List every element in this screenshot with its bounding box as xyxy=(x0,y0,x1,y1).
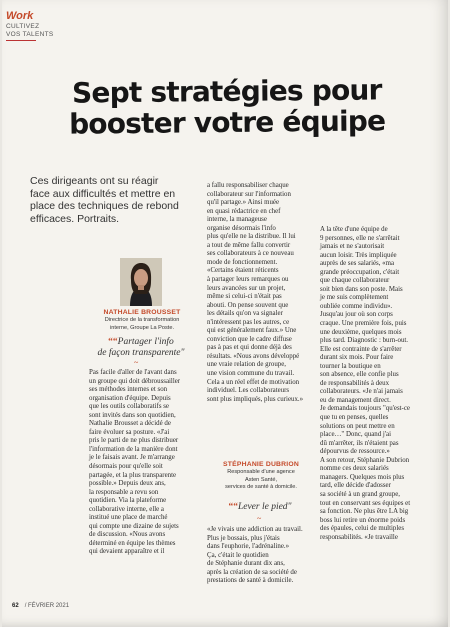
body-line: tourner la boutique en xyxy=(320,362,381,370)
body-line: nomme ces deux salariés xyxy=(320,465,389,473)
body-line: que chaque collaborateur xyxy=(320,277,390,285)
body-line: pris le parti de ne plus distribuer xyxy=(89,437,179,445)
body-line: faire évoluer sa posture. «J'ai xyxy=(89,428,170,436)
body-line: sont invités dans son quotidien, xyxy=(89,411,176,419)
body-line: la responsable a revu son xyxy=(89,488,159,496)
body-line: déterminé en équipe les thèmes xyxy=(89,539,176,547)
body-line: pas à pas et qui donne déjà des xyxy=(207,344,292,352)
body-line: durant six mois. Pour faire xyxy=(320,354,394,362)
person2-name: STÉPHANIE DUBRION xyxy=(223,461,299,468)
body-line: sa fonction. Ne plus être LA big xyxy=(320,508,409,516)
body-line: «Certains étaient réticents xyxy=(207,267,279,275)
body-line: Ça, c'était le quotidien xyxy=(207,551,269,559)
body-line: quotidien. Via la plateforme xyxy=(89,497,167,505)
section-rule xyxy=(6,40,36,41)
body-line: partagée, et la plus transparente xyxy=(89,471,177,479)
body-line: de responsabilités à deux xyxy=(320,379,390,387)
body-line: place…" Donc, quand j'ai xyxy=(320,431,392,439)
body-line: solutions on peut mettre en xyxy=(320,422,395,430)
person2-quote: Lever le pied" xyxy=(237,502,292,512)
body-line: de discussion. «Nous avons xyxy=(89,531,166,539)
body-line: une deuxième, quelques mois xyxy=(320,328,402,336)
body-line: A la tête d'une équipe de xyxy=(320,226,388,233)
body-line: une vision commune du travail. xyxy=(207,370,295,378)
body-line: n'intéressent pas les autres, ce xyxy=(207,318,290,326)
person1-role-line1: Directrice de la transformation xyxy=(104,317,180,323)
body-line: grande préoccupation, c'était xyxy=(320,268,400,276)
body-line: même si celui-ci n'était pas xyxy=(207,293,282,301)
body-line: possible.» Depuis deux ans, xyxy=(89,480,166,488)
issue-date: / FÉVRIER 2021 xyxy=(24,603,70,609)
body-line: à partager leurs remarques ou xyxy=(207,276,289,284)
body-line: que tu en penses, quelles xyxy=(320,414,389,422)
body-line: l'information de la manière dont xyxy=(89,445,178,453)
person1-quote-line2: de façon transparente" xyxy=(97,347,185,358)
person2-role-line3: services de santé à domicile. xyxy=(225,484,297,490)
column-2-bottom xyxy=(207,526,315,586)
body-line: tard, elle décide d'adosser xyxy=(320,482,391,490)
body-line: en quasi rédactrice en chef xyxy=(207,207,281,215)
column-1 xyxy=(89,369,199,557)
column-3 xyxy=(320,226,430,542)
body-line: dû m'arrêter, ils n'étaient pas xyxy=(320,439,399,447)
person1-pullquote xyxy=(76,337,206,358)
body-line: jamais et ne s'autorisait xyxy=(320,243,385,251)
person2-caption xyxy=(202,461,320,491)
body-line: aucun loisir. Très impliquée xyxy=(320,251,397,259)
person2-pullquote xyxy=(207,502,313,513)
person2-role-line1: Responsable d'une agence xyxy=(227,469,295,475)
body-line: dépourvus de ressource.» xyxy=(320,448,390,456)
body-line: eu de management direct. xyxy=(320,396,391,404)
portrait-illustration xyxy=(120,258,162,306)
person1-quote-line1: Partager l'info xyxy=(117,337,174,347)
body-line: collaborateurs. «Je n'ai jamais xyxy=(320,388,403,396)
body-line: auprès de ses salariés, «ma xyxy=(320,260,395,268)
body-line: Pas facile d'aller de l'avant dans xyxy=(89,369,177,376)
body-line: une vraie relation de groupe, xyxy=(207,361,287,369)
body-line: soit bien dans son poste. Mais xyxy=(320,285,403,293)
divider-squiggle-icon: ~ xyxy=(257,514,262,523)
body-line: individuel. Les collaborateurs xyxy=(207,387,290,395)
body-line: managers. Quelques mois plus xyxy=(320,473,405,481)
body-line: des épaules, celui de multiples xyxy=(320,525,405,533)
body-line: mode de fonctionnement. xyxy=(207,258,278,266)
body-line: ses méthodes internes et son xyxy=(89,386,168,394)
body-line: ses collaborateurs à ce nouveau xyxy=(207,250,294,258)
body-line: sa société à un grand groupe, xyxy=(320,490,400,498)
body-line: Je demandais toujours "qu'est-ce xyxy=(320,405,410,413)
quote-mark-icon: ““ xyxy=(108,337,118,347)
body-line: boss lui retire un énorme poids xyxy=(320,516,406,524)
body-line: de Stéphanie durant dix ans, xyxy=(207,560,285,568)
column-2-top xyxy=(207,182,313,404)
body-line: je me suis complètement xyxy=(320,294,389,302)
body-line: Elle est contrainte de s'arrêter xyxy=(320,345,402,353)
person1-caption xyxy=(82,309,202,331)
headline-line2: booster votre équipe xyxy=(68,104,386,141)
page-footer xyxy=(12,603,69,609)
body-line: Plus je bossais, plus j'étais xyxy=(207,534,280,542)
body-line: sont plus impliqués, plus curieux.» xyxy=(207,395,304,403)
section-header xyxy=(6,10,54,41)
body-line: tout en conservant ses équipes et xyxy=(320,499,411,507)
deck-text: Ces dirigeants ont su réagir face aux difficultés et mettre en place des techniques de rebond efficaces. Portraits. xyxy=(30,175,179,225)
body-line: A son retour, Stéphanie Dubrion xyxy=(320,456,410,464)
body-line: institué une place de marché xyxy=(89,514,168,522)
magazine-page xyxy=(2,0,448,627)
body-line: abouti. On pense souvent que xyxy=(207,301,289,309)
body-line: qui est généralement faux.» Une xyxy=(207,327,297,335)
section-name: Work xyxy=(6,10,34,22)
body-line: résultats. «Nous avons développé xyxy=(207,352,300,360)
body-line: interne, la manageuse xyxy=(207,216,267,224)
divider-squiggle-icon: ~ xyxy=(134,358,139,367)
person1-name: NATHALIE BROUSSET xyxy=(103,309,181,316)
headline xyxy=(32,74,423,140)
body-line: prestations de santé à domicile. xyxy=(207,577,294,585)
body-line: que les outils collaboratifs se xyxy=(89,403,169,411)
body-line: les détails qu'on va signaler xyxy=(207,310,283,318)
body-line: désormais pour qu'elle soit xyxy=(89,463,163,471)
person1-role-line2: interne, Groupe La Poste. xyxy=(109,324,175,331)
body-line: Nathalie Brousset a décidé de xyxy=(89,420,171,428)
body-line: je le faisais avant. Je m'arrange xyxy=(89,454,175,462)
body-line: son absence, elle confie plus xyxy=(320,371,399,379)
section-subtitle-line1: CULTIVEZ xyxy=(6,23,40,30)
body-line: qui devaient apparaître et il xyxy=(89,548,165,556)
quote-mark-icon: ““ xyxy=(228,502,238,512)
body-line: 9 personnes, elle ne s'arrêtait xyxy=(320,234,400,242)
headline-line1: Sept stratégies pour xyxy=(71,73,382,110)
portrait-photo xyxy=(120,258,162,306)
body-line: qu'il partage.» Ainsi muée xyxy=(207,199,280,207)
body-line: responsabilités. «Je travaille xyxy=(320,533,398,541)
body-line: un groupe qui doit débroussailler xyxy=(89,377,181,385)
body-line: organisation d'équipe. Depuis xyxy=(89,394,171,402)
body-line: conviction que le cadre diffuse xyxy=(207,335,292,343)
body-line: collaborative interne, elle a xyxy=(89,505,164,513)
body-line: Cela a un réel effet de motivation xyxy=(207,378,300,386)
section-subtitle-line2: VOS TALENTS xyxy=(6,31,54,38)
body-line: oubliée comme individu». xyxy=(320,302,393,310)
body-line: dans l'euphorie, l'adrénaline.» xyxy=(207,543,290,551)
body-line: a fallu responsabiliser chaque xyxy=(207,182,289,189)
person2-role-line2: Asten Santé, xyxy=(244,476,278,483)
body-line: après la création de sa société de xyxy=(207,568,297,576)
body-line: craque. Une première fois, puis xyxy=(320,320,407,328)
body-line: plus qu'elle ne la distribue. Il lui xyxy=(207,233,296,241)
body-line: Jusqu'au jour où son corps xyxy=(320,311,393,319)
body-line: «Je vivais une addiction au travail. xyxy=(207,526,303,533)
body-line: a tout de même fallu convertir xyxy=(207,241,291,249)
body-line: plus tard. Diagnostic : burn-out. xyxy=(320,337,409,345)
body-line: collaborateur sur l'information xyxy=(207,190,291,198)
page-number: 62 xyxy=(12,603,19,609)
body-line: qui compte une dizaine de sujets xyxy=(89,522,179,530)
body-line: organise désormais l'info xyxy=(207,224,276,232)
body-line: leurs avancées sur un projet, xyxy=(207,284,286,292)
